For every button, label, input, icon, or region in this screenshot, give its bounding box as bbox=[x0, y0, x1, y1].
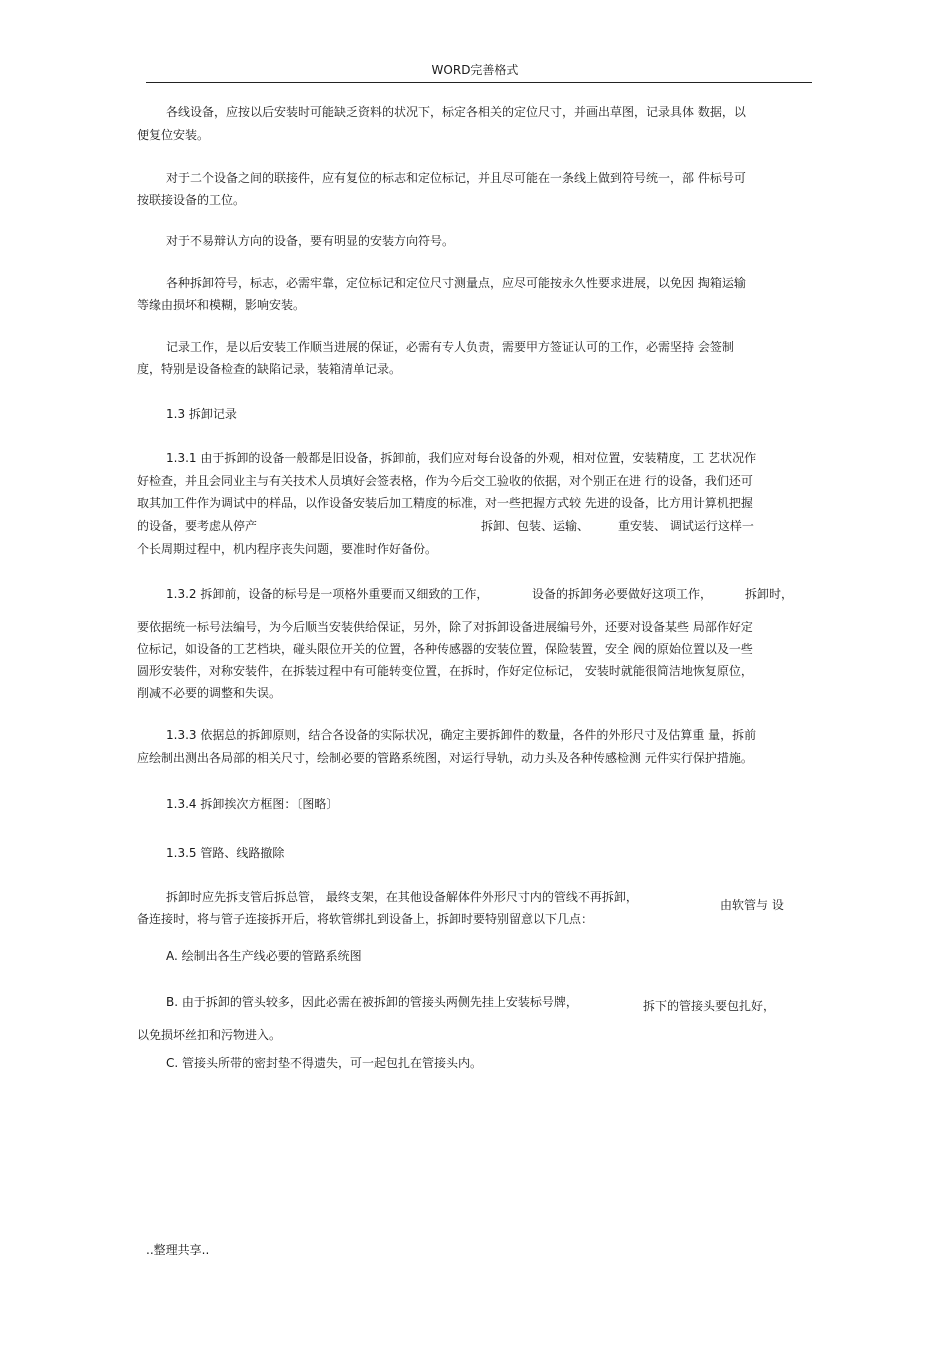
paragraph-line: 1.3.2 拆卸前，设备的标号是一项格外重要而又细致的工作， bbox=[166, 587, 489, 601]
list-item: 拆下的管接头要包扎好， bbox=[643, 999, 776, 1013]
paragraph-line: 备连接时，将与管子连接拆开后，将软管绑扎到设备上，拆卸时要特别留意以下几点： bbox=[137, 912, 594, 926]
section-heading: 1.3 拆卸记录 bbox=[166, 407, 237, 421]
section-heading: 1.3.4 拆卸挨次方框图：〔图略〕 bbox=[166, 797, 339, 811]
paragraph-line: 设备的拆卸务必要做好这项工作， bbox=[532, 587, 713, 601]
paragraph-line: 等缘由损坏和模糊，影响安装。 bbox=[137, 298, 306, 312]
paragraph-line: 由软管与 设 bbox=[720, 898, 784, 912]
paragraph-line: 记录工作，是以后安装工作顺当进展的保证，必需有专人负责，需要甲方签证认可的工作，必需坚持 会签制 bbox=[166, 340, 734, 354]
list-item: A. 绘制出各生产线必要的管路系统图 bbox=[166, 949, 362, 963]
paragraph-line: 拆卸时， bbox=[745, 587, 794, 601]
paragraph-line: 1.3.3 依据总的拆卸原则，结合各设备的实际状况，确定主要拆卸件的数量，各件的外形尺寸及估算重 量，拆前 bbox=[166, 728, 757, 742]
paragraph-line: 削减不必要的调整和失误。 bbox=[137, 686, 282, 700]
paragraph-line: 对于二个设备之间的联接件，应有复位的标志和定位标记，并且尽可能在一条线上做到符号统一，部 件标号可 bbox=[166, 171, 746, 185]
paragraph-line: 对于不易辩认方向的设备，要有明显的安装方向符号。 bbox=[166, 234, 455, 248]
paragraph-line: 拆卸、包装、运输、 bbox=[481, 519, 590, 533]
paragraph-line: 1.3.1 由于拆卸的设备一般都是旧设备，拆卸前，我们应对每台设备的外观，相对位置，安装精度，工 艺状况作 bbox=[166, 451, 757, 465]
list-item: C. 管接头所带的密封垫不得遗失，可一起包扎在管接头内。 bbox=[166, 1056, 483, 1070]
paragraph-line: 应绘制出测出各局部的相关尺寸，绘制必要的管路系统图，对运行导轨，动力头及各种传感检测 元件实行保护措施。 bbox=[137, 751, 753, 765]
list-item: 以免损坏丝扣和污物进入。 bbox=[137, 1028, 282, 1042]
page-header-title: WORD完善格式 bbox=[431, 63, 519, 77]
paragraph-line: 取其加工件作为调试中的样品，以作设备安装后加工精度的标准，对一些把握方式较 先进的设备，比方用计算机把握 bbox=[137, 496, 753, 510]
paragraph-line: 好检查，并且会同业主与有关技术人员填好会签表格，作为今后交工验收的依据，对个别正在进 行的设备，我们还可 bbox=[137, 474, 753, 488]
paragraph-line: 位标记，如设备的工艺档块，碰头限位开关的位置，各种传感器的安装位置，保险装置，安全 阀的原始位置以及一些 bbox=[137, 642, 753, 656]
paragraph-line: 个长周期过程中，机内程序丧失问题，要准时作好备份。 bbox=[137, 542, 438, 556]
list-item: B. 由于拆卸的管头较多，因此必需在被拆卸的管接头两侧先挂上安装标号牌， bbox=[166, 995, 578, 1009]
paragraph-line: 便复位安装。 bbox=[137, 128, 210, 142]
header-divider bbox=[146, 82, 812, 83]
paragraph-line: 重安装、 调试运行这样一 bbox=[618, 519, 754, 533]
paragraph-line: 按联接设备的工位。 bbox=[137, 193, 246, 207]
paragraph-line: 各线设备，应按以后安装时可能缺乏资料的状况下，标定各相关的定位尺寸，并画出草图，记录具体 数据，以 bbox=[166, 105, 746, 119]
paragraph-line: 要依据统一标号法编号，为今后顺当安装供给保证，另外，除了对拆卸设备进展编号外，还要对设备某些 局部作好定 bbox=[137, 620, 753, 634]
page-footer: ..整理共享.. bbox=[146, 1243, 210, 1257]
section-heading: 1.3.5 管路、线路撤除 bbox=[166, 846, 285, 860]
paragraph-line: 各种拆卸符号，标志，必需牢靠，定位标记和定位尺寸测量点，应尽可能按永久性要求进展，以免因 掏箱运输 bbox=[166, 276, 746, 290]
paragraph-line: 拆卸时应先拆支管后拆总管， 最终支架，在其他设备解体件外形尺寸内的管线不再拆卸， bbox=[166, 890, 638, 904]
paragraph-line: 圆形安装件，对称安装件，在拆装过程中有可能转变位置，在拆时，作好定位标记， 安装时就能很简洁地恢复原位， bbox=[137, 664, 753, 678]
paragraph-line: 的设备，要考虑从停产 bbox=[137, 519, 258, 533]
paragraph-line: 度，特别是设备检查的缺陷记录，装箱清单记录。 bbox=[137, 362, 402, 376]
